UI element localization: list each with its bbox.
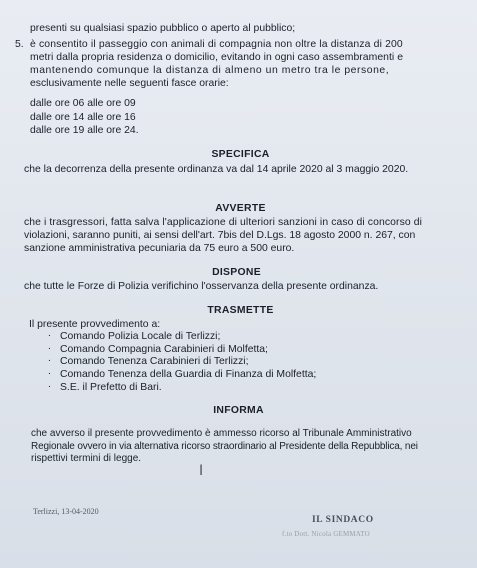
item5-line: metri dalla propria residenza o domicilio, evitando in ogni caso assembramenti e (30, 52, 404, 63)
heading-dispone: DISPONE (212, 267, 261, 278)
list-item: . Comando Polizia Locale di Terlizzi; (48, 331, 316, 344)
signer-title: IL SINDACO (312, 515, 374, 525)
recipient-list (48, 331, 316, 395)
avverte-line: sanzione amministrativa pecuniaria da 75 euro a 500 euro. (24, 243, 295, 254)
fascia-oraria: dalle ore 19 alle ore 24. (30, 125, 139, 136)
avverte-line: violazioni, saranno puniti, ai sensi dell'art. 7bis del D.Lgs. 18 agosto 2000 n. 267, con (24, 230, 416, 241)
list-item: . Comando Compagnia Carabinieri di Molfetta; (48, 344, 316, 357)
top-line: presenti su qualsiasi spazio pubblico o aperto al pubblico; (30, 23, 296, 34)
heading-informa: INFORMA (213, 405, 264, 416)
signature: f.to Dott. Nicola GEMMATO (282, 530, 370, 538)
list-item: . Comando Tenenza Carabinieri di Terlizzi; (48, 356, 316, 369)
item5-line: è consentito il passeggio con animali di compagnia non oltre la distanza di 200 (30, 39, 403, 50)
informa-line: che avverso il presente provvedimento è ammesso ricorso al Tribunale Amministrativo (31, 428, 412, 439)
item5-line: esclusivamente nelle seguenti fasce orarie: (30, 78, 229, 89)
avverte-line: che i trasgressori, fatta salva l'applicazione di ulteriori sanzioni in caso di concorso di (24, 217, 423, 228)
specifica-text: che la decorrenza della presente ordinanza va dal 14 aprile 2020 al 3 maggio 2020. (24, 164, 409, 175)
dispone-text: che tutte le Forze di Polizia verifichino l'osservanza della presente ordinanza. (24, 281, 379, 292)
item5-line: mantenendo comunque la distanza di almeno un metro tra le persone, (30, 65, 390, 76)
avverte-paragraph (24, 216, 422, 255)
informa-line: rispettivi termini di legge. (31, 453, 142, 464)
informa-paragraph (31, 428, 418, 466)
fascia-oraria: dalle ore 14 alle ore 16 (30, 112, 136, 123)
heading-avverte: AVVERTE (215, 203, 266, 214)
heading-trasmette: TRASMETTE (207, 305, 274, 316)
list-item: . Comando Tenenza della Guardia di Finanza di Molfetta; (48, 369, 316, 382)
text-cursor-icon: I (199, 463, 204, 479)
informa-line: Regionale ovvero in via alternativa ricorso straordinario al Presidente della Repubblica, nei (31, 440, 418, 452)
item-number: 5. (15, 39, 24, 50)
list-item: . S.E. il Prefetto di Bari. (48, 382, 316, 395)
heading-specifica: SPECIFICA (211, 149, 270, 160)
trasmette-intro: Il presente provvedimento a: (29, 319, 161, 330)
document-date: Terlizzi, 13-04-2020 (33, 507, 99, 516)
fascia-oraria: dalle ore 06 alle ore 09 (30, 98, 136, 109)
